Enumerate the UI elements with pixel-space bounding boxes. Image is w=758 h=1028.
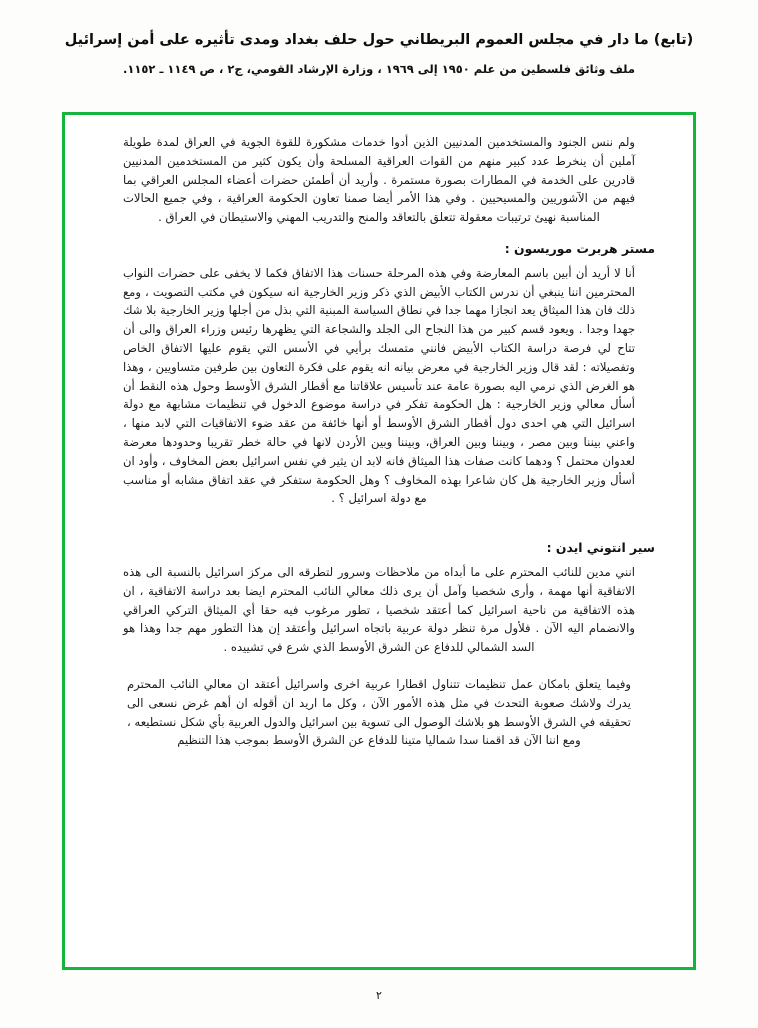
body-paragraph-1: ولم ننس الجنود والمستخدمين المدنيين الذين أدوا خدمات مشكورة للقوة الجوية في العراق لمدة طويلة آملين أن ينخرط عدد كبير منهم من القوات العراقية المسلحة وأن يكون كثير من المستخدمين المدنيين قادرين على الخدمة في المطارات بصورة مستمرة . وأريد أن أطمئن حضرات أعضاء المجلس العراقي بما فيهم من الآشوريين والمسيحيين . وفي هذا الأمر أيضا صمنا تعاون الحكومة العراقية ، وفي جميع الحالات المناسبة نهيئ ترتيبات معقولة تتعلق بالتعاقد والمنح والتدريب المهني والاستيطان في العراق . [123,135,635,225]
speaker-heading-morrison: مستر هربرت موريسون : [504,240,655,256]
speaker-heading-eden: سير انتوني ايدن : [546,540,655,556]
document-title: (تابع) ما دار في مجلس العموم البريطاني حول حلف بغداد ومدى تأثيره على أمن إسرائيل [64,32,694,48]
green-content-frame [62,112,696,970]
body-paragraph-4: وفيما يتعلق بامكان عمل تنظيمات تتناول اقطارا عربية اخرى واسرائيل أعتقد ان معالي النائب المحترم يدرك ولاشك صعوبة التحدث في مثل هذه الأمور الآن ، وكل ما اريد ان أقوله ان أهم غرض نسعى الى تحقيقه في الشرق الأوسط هو بلاشك الوصول الى تسوية بين اسرائيل والدول العربية بأي شكل نستطيعه ، ومع اننا الآن قد اقمنا سدا شماليا متينا للدفاع عن الشرق الأوسط بموجب هذا التنظيم [127,676,631,748]
document-body [87,125,671,957]
document-source-citation: ملف وثائق فلسطين من علم ١٩٥٠ إلى ١٩٦٩ ، وزارة الإرشاد القومي، ج٢ ، ص ١١٤٩ ـ ١١٥٢. [123,61,635,76]
page-number: ٢ [376,989,382,1002]
body-paragraph-3: انني مدين للنائب المحترم على ما أبداه من ملاحظات وسرور لتطرقه الى مركز اسرائيل بالنسبة الى هذه الاتفاقية أنها مهمة ، وأرى شخصيا وآمل أن يرى ذلك معالي النائب المحترم ايضا بعد دراسة الاتفاقية ، ان هذه الاتفاقية من ناحية اسرائيل كما أعتقد شخصيا ، تطور مرغوب فيه حقا أي الميثاق التركي العراقي والانضمام اليه الآن . فلأول مرة تنظر دولة عربية باتجاه اسرائيل وأعتقد إن هذا التطور مهم جدا وهذا هو السد الشمالي للدفاع عن الشرق الأوسط الذي شرع في تشييده . [123,565,635,655]
document-header [0,30,758,76]
body-paragraph-2: أنا لا أريد أن أبين باسم المعارضة وفي هذه المرحلة حسنات هذا الاتفاق فكما لا يخفى على حضرات النواب المحترمين اننا ينبغي أن ندرس الكتاب الأبيض الذي ذكر وزير الخارجية انه سيكون في مكتب التصويت ، ومع ذلك فان هذا الميثاق يعد انجازا مهما جدا في نطاق السياسة المبنية التي بذل من أجلها وزير الخارجية بلا شك جهدا وجدا . ويعود قسم كبير من هذا النجاح الى الجلد والشجاعة التي يظهرها رئيس وزراء العراق والى أن تتاح لي فرصة دراسة الكتاب الأبيض فانني متمسك برأيي في الأسس التي يقوم عليها الاتفاق الخاص وتفصيلاته : لقد قال وزير الخارجية في معرض بيانه انه يقوم على فكرة التعاون بين طرفين متساويين ، وهذا هو الغرض الذي نرمي اليه بصورة عامة عند تأسيس علاقاتنا مع أقطار الشرق الأوسط وحول هذه النقط أن أسأل معالي وزير الخارجية : هل الحكومة تفكر في دراسة موضوع الدخول في تنظيمات مشابهة مع دولة اسرائيل التي هي احدى دول أقطار الشرق الأوسط أو أنها خائفة من عقد ضوء الاتفاقيات التي لابد منها ، واعني بيننا وبين مصر ، وبيننا وبين العراق، وبيننا وبين الأردن لانها في حالة خطر تقريبا وحدودها معرضة لعدوان محتمل ؟ ودهما كانت صفات هذا الميثاق فانه لابد ان يثير في نفس اسرائيل بعض المخاوف ، وأود ان أسأل وزير الخارجية هل كان شاعرا بهذه المخاوف ؟ وهل الحكومة ستفكر في عقد اتفاق مشابه أو مناسب مع دولة اسرائيل ؟ . [123,265,635,506]
